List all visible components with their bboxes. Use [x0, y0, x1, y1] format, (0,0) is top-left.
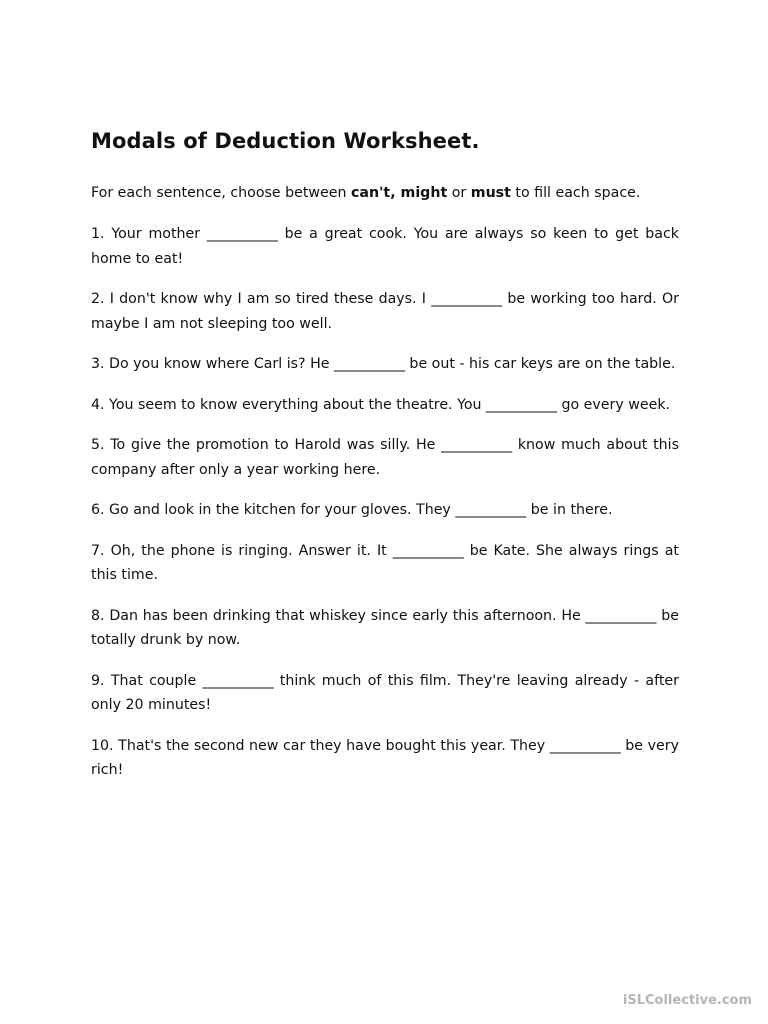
worksheet	[91, 126, 679, 799]
instructions-suffix: to fill each space.	[510, 185, 641, 201]
instructions-option-2: must	[470, 185, 511, 201]
watermark: iSLCollective.com	[622, 993, 752, 1008]
question-1: 1. Your mother __________ be a great cook. You are always so keen to get back home to eat!	[91, 226, 679, 267]
instructions-prefix: For each sentence, choose between	[91, 185, 351, 201]
worksheet-title: Modals of Deduction Worksheet.	[91, 129, 480, 153]
question-6: 6. Go and look in the kitchen for your gloves. They __________ be in there.	[91, 502, 613, 518]
question-2: 2. I don't know why I am so tired these days. I __________ be working too hard. Or maybe I am not sleeping too well.	[91, 291, 679, 332]
question-7: 7. Oh, the phone is ringing. Answer it. It __________ be Kate. She always rings at this time.	[91, 542, 679, 583]
question-3: 3. Do you know where Carl is? He __________ be out - his car keys are on the table.	[91, 356, 676, 372]
instructions-option-1: can't, might	[351, 185, 448, 201]
question-4: 4. You seem to know everything about the theatre. You __________ go every week.	[91, 396, 671, 413]
instructions	[91, 181, 679, 205]
question-8: 8. Dan has been drinking that whiskey since early this afternoon. He __________ be totally drunk by now.	[91, 607, 679, 648]
question-10: 10. That's the second new car they have bought this year. They __________ be very rich!	[91, 737, 679, 778]
instructions-middle: or	[447, 185, 471, 201]
question-9: 9. That couple __________ think much of this film. They're leaving already - after only 20 minutes!	[91, 672, 679, 713]
question-5: 5. To give the promotion to Harold was silly. He __________ know much about this company after only a year working here.	[91, 437, 679, 478]
